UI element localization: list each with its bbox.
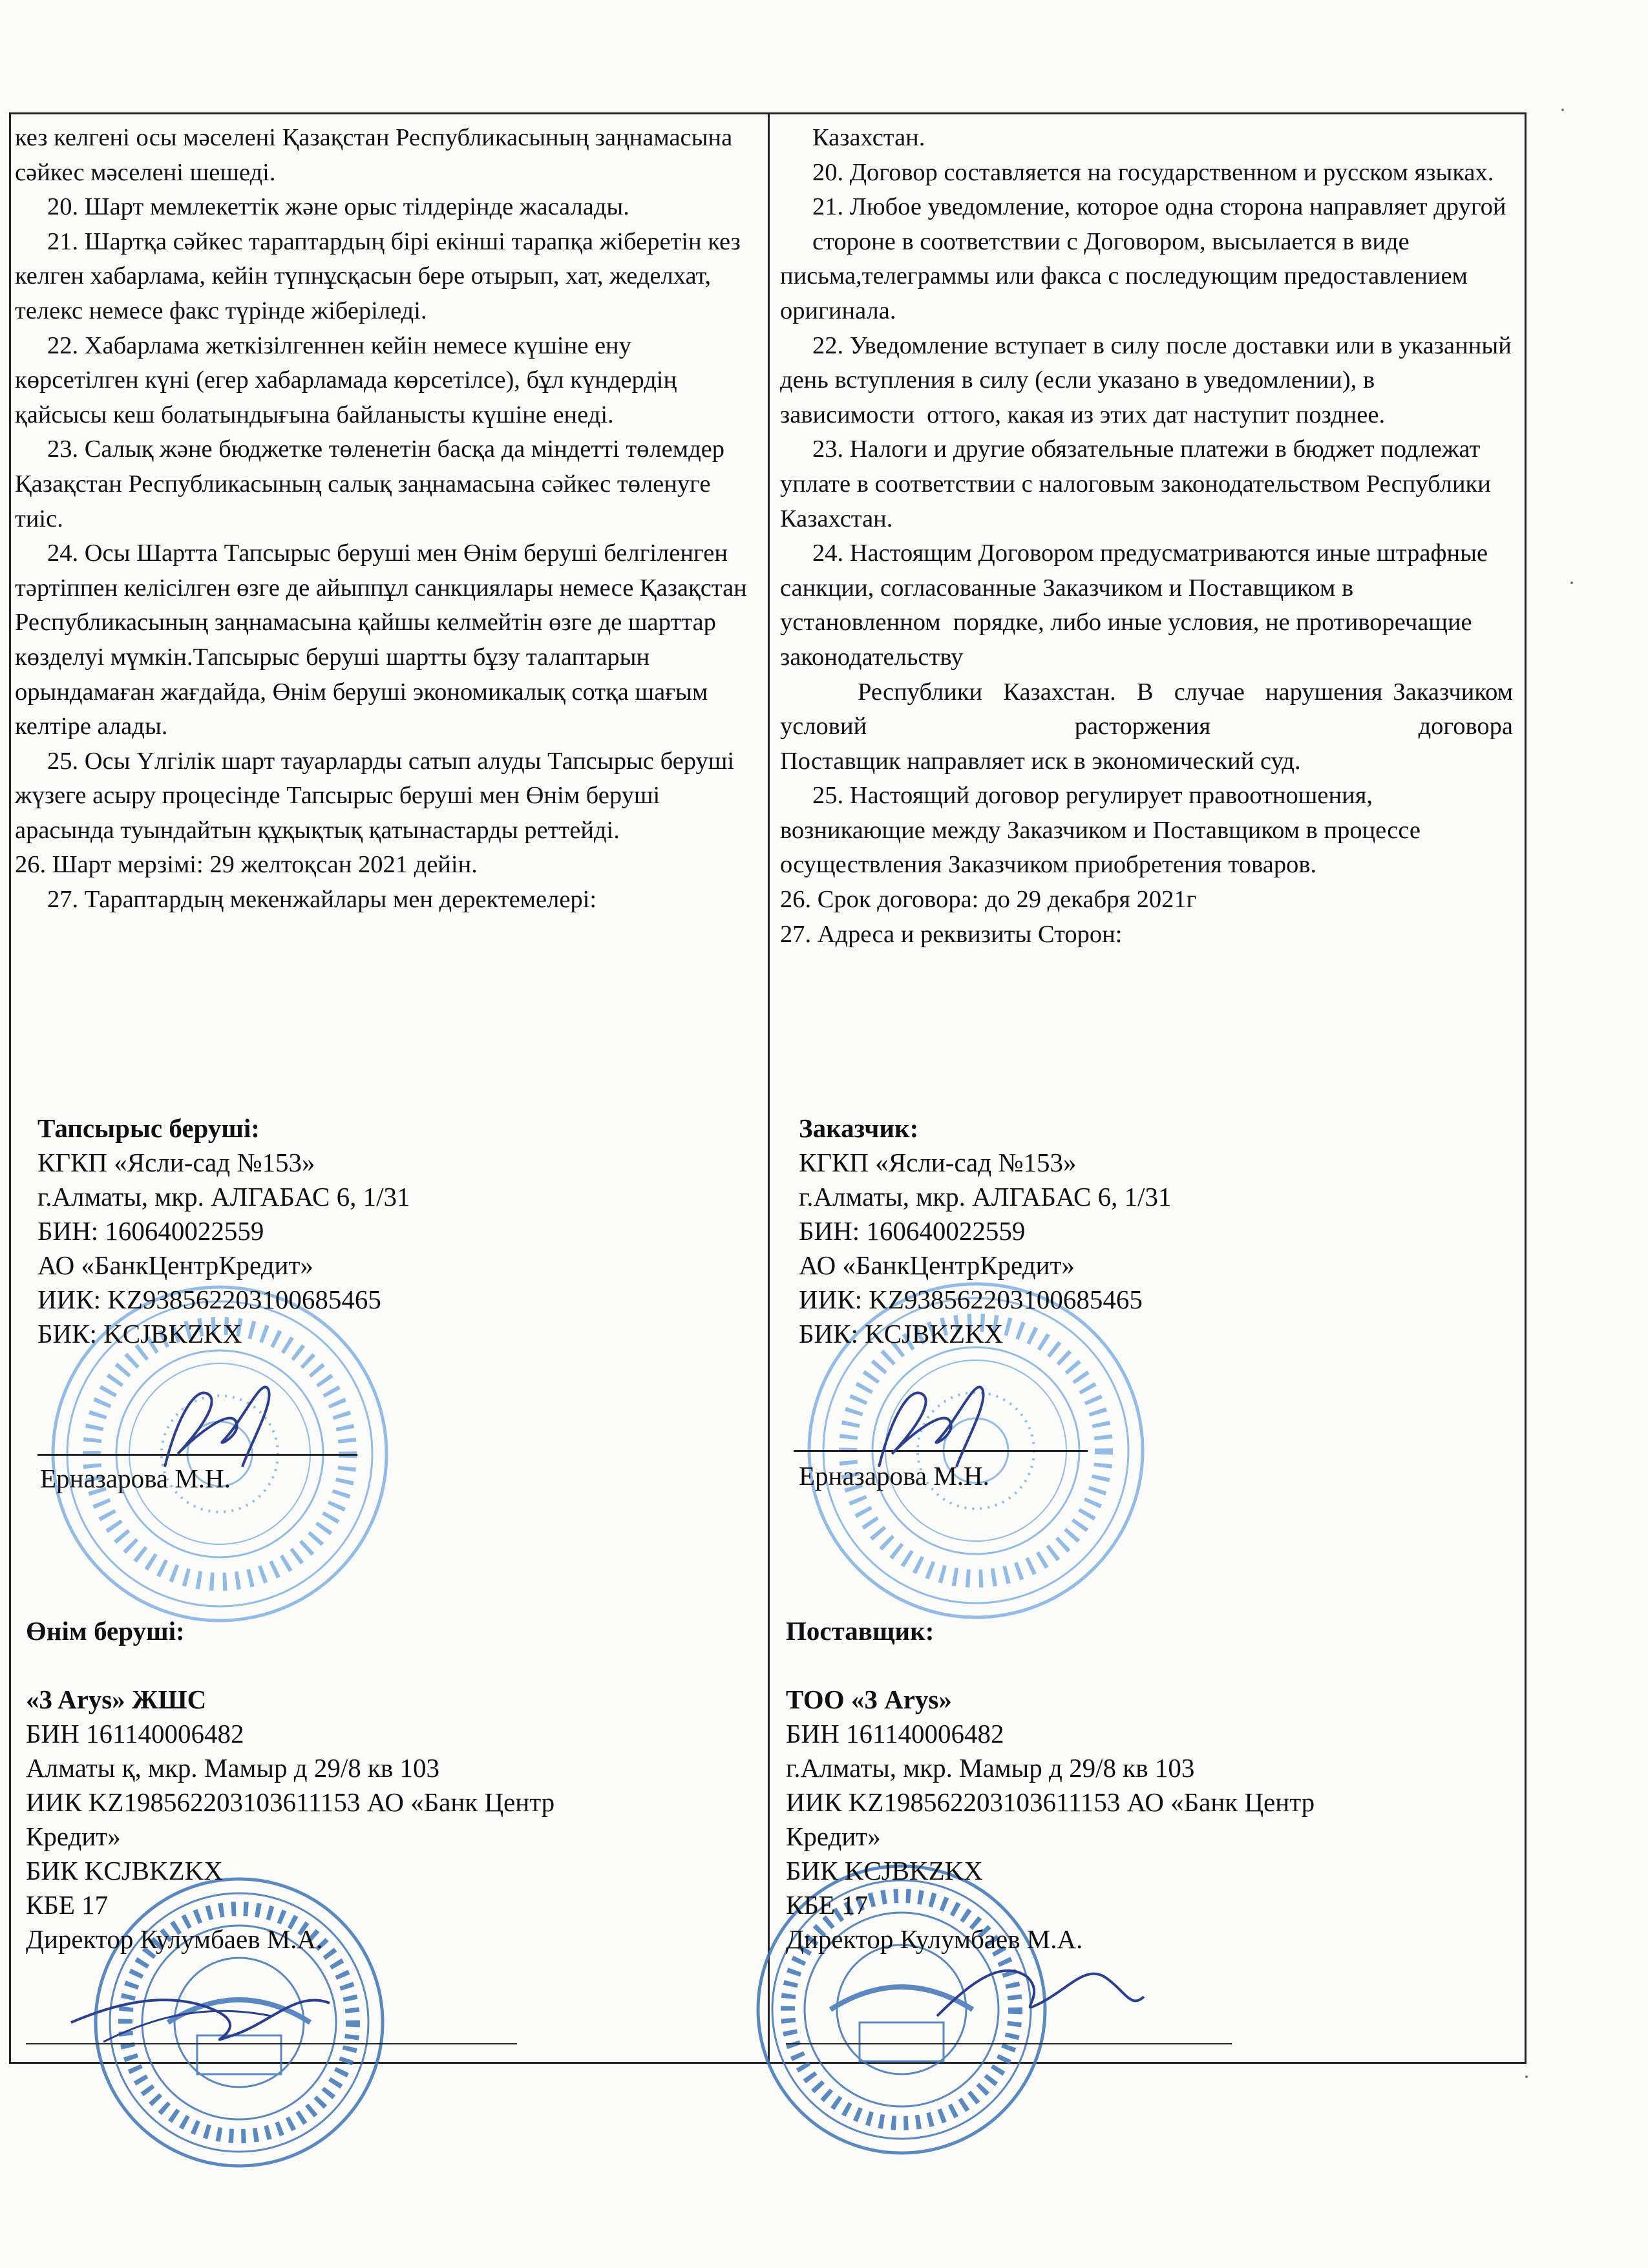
customer-name: КГКП «Ясли-сад №153»	[37, 1148, 315, 1177]
scan-speck	[1525, 2075, 1528, 2078]
customer-address: г.Алматы, мкр. АЛГАБАС 6, 1/31	[799, 1182, 1172, 1212]
supplier-address: г.Алматы, мкр. Мамыр д 29/8 кв 103	[786, 1753, 1195, 1783]
left-customer-details	[37, 1111, 410, 1351]
paragraph: 20. Договор составляется на государственном и русском языках.	[812, 158, 1494, 186]
paragraph: стороне в соответствии с Договором, высылается в виде письма,телеграммы или факса с последующим предоставлением оригинала.	[780, 227, 1474, 324]
paragraph: кез келгені осы мәселені Қазақстан Республикасының заңнамасына сәйкес мәселені шешеді.	[15, 124, 739, 186]
customer-iik: ИИК: KZ938562203100685465	[799, 1285, 1143, 1314]
right-supplier-details	[786, 1614, 1315, 1957]
customer-name: КГКП «Ясли-сад №153»	[799, 1148, 1077, 1177]
supplier-bik: БИК KCJBKZKX	[786, 1856, 983, 1885]
customer-bin: БИН: 160640022559	[799, 1216, 1026, 1246]
paragraph: 26. Шарт мерзімі: 29 желтоқсан 2021 дейін.	[15, 851, 478, 879]
paragraph: 21. Любое уведомление, которое одна сторона направляет другой	[812, 193, 1506, 221]
supplier-iik: ИИК KZ198562203103611153 АО «Банк Центр	[786, 1787, 1315, 1817]
supplier-name: ТОО «3 Arys»	[786, 1685, 952, 1714]
customer-bank: АО «БанкЦентрКредит»	[799, 1250, 1075, 1280]
signatory-name: Ерназарова М.Н.	[799, 1461, 989, 1491]
paragraph: Казахстан.	[812, 124, 925, 151]
supplier-name: «3 Arys» ЖШС	[26, 1685, 207, 1714]
customer-bin: БИН: 160640022559	[37, 1216, 264, 1246]
handwritten-signature	[931, 1945, 1150, 2035]
right-customer-details	[799, 1111, 1171, 1351]
customer-label: Заказчик:	[799, 1113, 919, 1143]
paragraph: Поставщик направляет иск в экономический суд.	[780, 747, 1301, 775]
supplier-kbe: КБЕ 17	[786, 1890, 869, 1920]
paragraph: 22. Уведомление вступает в силу после доставки или в указанный день вступления в силу (если указано в уведомлении), в зависимости оттого, какая из этих дат наступит позднее.	[780, 331, 1525, 428]
paragraph: Республики Казахстан. В случае нарушения Заказчиком условий расторжения договора	[780, 678, 1532, 740]
handwritten-signature	[853, 1370, 1002, 1480]
customer-bik: БИК: KCJBKZKX	[37, 1319, 242, 1349]
customer-address: г.Алматы, мкр. АЛГАБАС 6, 1/31	[37, 1182, 410, 1212]
supplier-bin: БИН 161140006482	[786, 1719, 1004, 1748]
paragraph: 27. Адреса и реквизиты Сторон:	[780, 920, 1123, 948]
paragraph: 23. Налоги и другие обязательные платежи в бюджет подлежат уплате в соответствии с налоговым законодательством Республики Казахстан.	[780, 436, 1504, 532]
left-column-kazakh	[15, 121, 759, 918]
left-supplier-details	[26, 1614, 555, 1957]
supplier-iik-cont: Кредит»	[26, 1822, 121, 1851]
supplier-iik: ИИК KZ198562203103611153 АО «Банк Центр	[26, 1787, 555, 1817]
customer-label: Тапсырыс беруші:	[37, 1113, 260, 1143]
paragraph: 23. Салық және бюджетке төленетін басқа да міндетті төлемдер Қазақстан Республикасының салық заңнамасына сәйкес төленуге тиіс.	[15, 436, 731, 532]
supplier-bik: БИК KCJBKZKX	[26, 1856, 223, 1885]
supplier-bin: БИН 161140006482	[26, 1719, 244, 1748]
signature-line	[786, 2043, 1232, 2044]
paragraph: 22. Хабарлама жеткізілгеннен кейін немесе күшіне ену көрсетілген күні (егер хабарламада көрсетілсе), бұл күндердің қайсысы кеш болатындығына байланысты күшіне енеді.	[15, 331, 683, 428]
customer-iik: ИИК: KZ938562203100685465	[37, 1285, 381, 1314]
paragraph: 24. Настоящим Договором предусматриваются иные штрафные санкции, согласованные Заказчиком и Поставщиком в установленном порядке, либо иные условия, не противоречащие законодательству	[780, 540, 1494, 671]
signatory-name: Ерназарова М.Н.	[40, 1464, 231, 1493]
supplier-iik-cont: Кредит»	[786, 1822, 881, 1851]
supplier-address: Алматы қ, мкр. Мамыр д 29/8 кв 103	[26, 1753, 440, 1783]
right-column-russian	[780, 121, 1532, 952]
customer-bik: БИК: KCJBKZKX	[799, 1319, 1004, 1349]
paragraph: 21. Шартқа сәйкес тараптардың бірі екінші тарапқа жіберетін кез келген хабарлама, кейін түпнұсқасын бере отырып, хат, жеделхат, телекс немесе факс түрінде жіберіледі.	[15, 227, 747, 324]
scan-speck	[1570, 582, 1573, 584]
paragraph: 20. Шарт мемлекеттік және орыс тілдерінде жасалады.	[47, 193, 629, 221]
column-divider	[768, 114, 770, 2062]
scan-speck	[1561, 109, 1564, 111]
supplier-label: Поставщик:	[786, 1616, 935, 1646]
paragraph: 25. Настоящий договор регулирует правоотношения, возникающие между Заказчиком и Поставщиком в процессе осуществления Заказчиком приобретения товаров.	[780, 782, 1427, 879]
paragraph: 25. Осы Үлгілік шарт тауарларды сатып алуды Тапсырыс беруші жүзеге асыру процесінде Тапсырыс беруші мен Өнім беруші арасында туындайтын құқықтық қатынастарды реттейді.	[15, 747, 741, 844]
paragraph: 27. Тараптардың мекенжайлары мен деректемелері:	[47, 886, 597, 914]
handwritten-signature	[65, 1964, 336, 2061]
handwritten-signature	[139, 1370, 288, 1480]
paragraph: 24. Осы Шартта Тапсырыс беруші мен Өнім беруші белгіленген тәртіппен келісілген өзге де айыппұл санкциялары немесе Қазақстан Республикасының заңнамасына қайшы келмейтін өзге де шарттар көзделуі мүмкін.Тапсырыс беруші шартты бұзу талаптарын орындамаған жағдайда, Өнім беруші экономикалық сотқа шағым келтіре алады.	[15, 540, 754, 740]
supplier-kbe: КБЕ 17	[26, 1890, 109, 1920]
supplier-director: Директор Кулумбаев М.А.	[26, 1924, 323, 1954]
supplier-label: Өнім беруші:	[26, 1616, 185, 1646]
paragraph: 26. Срок договора: до 29 декабря 2021г	[780, 886, 1197, 914]
supplier-director: Директор Кулумбаев М.А.	[786, 1924, 1083, 1954]
customer-bank: АО «БанкЦентрКредит»	[37, 1250, 313, 1280]
